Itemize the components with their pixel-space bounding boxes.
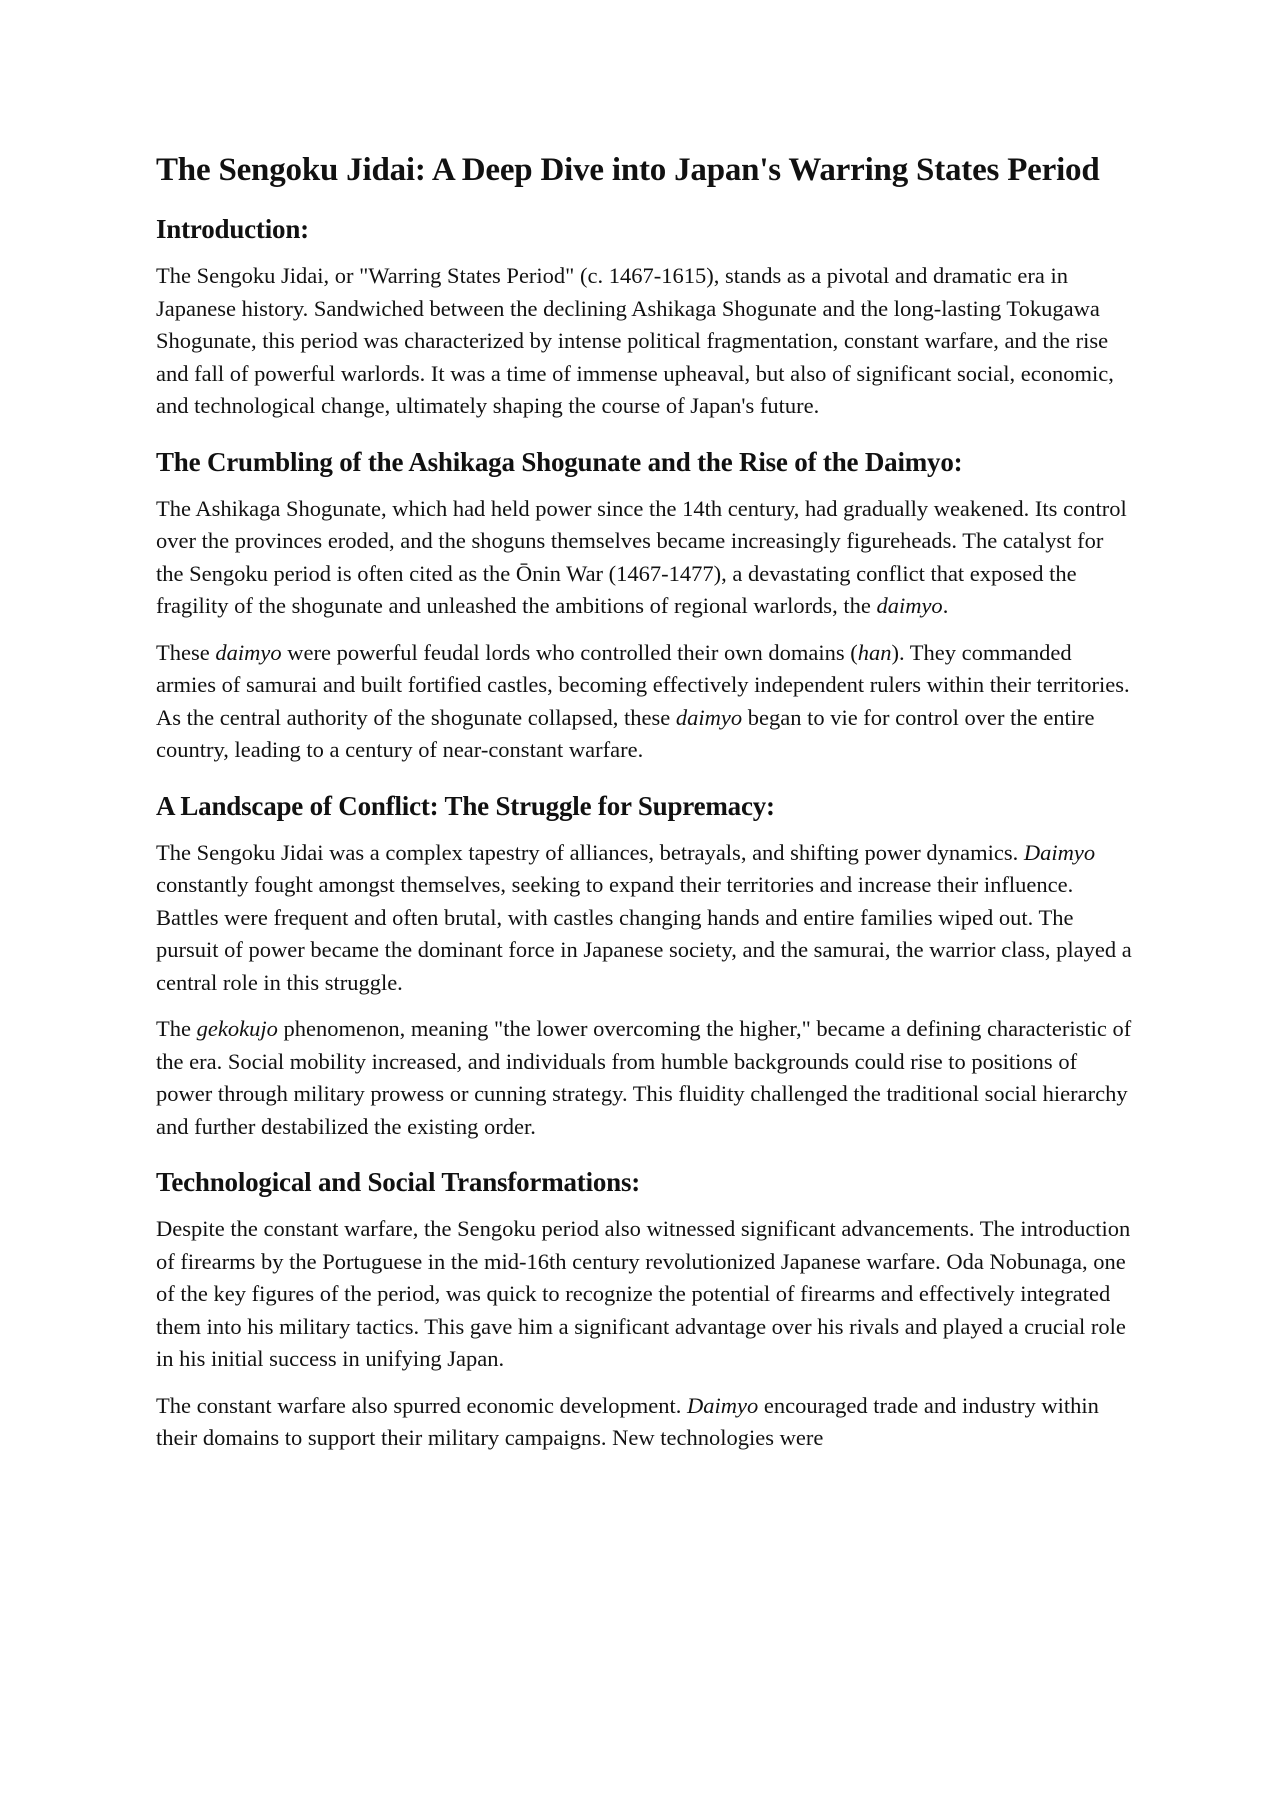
transformations-paragraph-1: Despite the constant warfare, the Sengoku period also witnessed significant advancements. The introduction of firearms by the Portuguese in the mid-16th century revolutionized Japanese warfare. Oda Nobunaga, one of the key figures of the period, was quick to recognize the potential of firearms and effectively integrated them into his military tactics. This gave him a significant advantage over his rivals and played a crucial role in his initial success in unifying Japan. [156,1216,1131,1371]
conflict-paragraph-2 [156,1013,1136,1143]
conflict-paragraph-1 [156,837,1136,1000]
italic-term: daimyo [675,704,743,730]
transformations-paragraph-2 [156,1390,1136,1455]
text-run: . [942,593,949,618]
italic-term: Daimyo [687,1392,759,1418]
text-run: The [156,1016,197,1041]
italic-term: Daimyo [1023,839,1096,865]
document-page [156,150,1136,1469]
text-run: The Ashikaga Shogunate, which had held power since the 14th century, had gradually weakened. Its control over the provinces eroded, and the shoguns themselves became increasingly figureheads. The catalyst for the Sengoku period is often cited as the Ōnin War (1467-1477), a devastating conflict that exposed the fragility of the shogunate and unleashed the ambitions of regional warlords, the [156,495,1127,618]
section-heading-ashikaga: The Crumbling of the Ashikaga Shogunate and the Rise of the Daimyo: [156,446,963,477]
ashikaga-paragraph-1 [156,493,1136,623]
introduction-paragraph: The Sengoku Jidai, or "Warring States Period" (c. 1467-1615), stands as a pivotal and dramatic era in Japanese history. Sandwiched between the declining Ashikaga Shogunate and the long-lasting Tokugawa Shogunate, this period was characterized by intense political fragmentation, constant warfare, and the rise and fall of powerful warlords. It was a time of immense upheaval, but also of significant social, economic, and technological change, ultimately shaping the course of Japan's future. [156,263,1114,418]
ashikaga-paragraph-2 [156,637,1136,767]
text-run: phenomenon, meaning "the lower overcoming the higher," became a defining characteristic of the era. Social mobility increased, and individuals from humble backgrounds could rise to positions of power through military prowess or cunning strategy. This fluidity challenged the traditional social hierarchy and further destabilized the existing order. [156,1016,1132,1139]
text-run: encouraged trade and industry within their domains to support their military campaigns. New technologies were [156,1392,1099,1450]
section-heading-introduction: Introduction: [156,214,309,244]
text-run: The constant warfare also spurred economic development. [156,1392,688,1418]
italic-term: daimyo [876,593,943,618]
italic-term: gekokujo [196,1016,278,1041]
text-run: The Sengoku Jidai was a complex tapestry of alliances, betrayals, and shifting power dynamics. [156,839,1024,865]
italic-term: han [857,639,892,665]
text-run: These [156,639,216,665]
text-run: constantly fought amongst themselves, seeking to expand their territories and increase their influence. Battles were frequent and often brutal, with castles changing hands and entire families wiped out. The pursuit of power became the dominant force in Japanese society, and the samurai, the warrior class, played a central role in this struggle. [156,872,1132,995]
document-title: The Sengoku Jidai: A Deep Dive into Japan's Warring States Period [156,152,1100,188]
text-run: began to vie for control over the entire country, leading to a century of near-constant warfare. [156,704,1095,762]
section-heading-transformations: Technological and Social Transformations: [156,1167,641,1197]
text-run: ). They commanded armies of samurai and built fortified castles, becoming effectively independent rulers within their territories. As the central authority of the shogunate collapsed, these [156,639,1130,730]
text-run: were powerful feudal lords who controlled their own domains ( [281,639,858,665]
italic-term: daimyo [215,639,282,665]
section-heading-conflict: A Landscape of Conflict: The Struggle for Supremacy: [156,790,775,821]
